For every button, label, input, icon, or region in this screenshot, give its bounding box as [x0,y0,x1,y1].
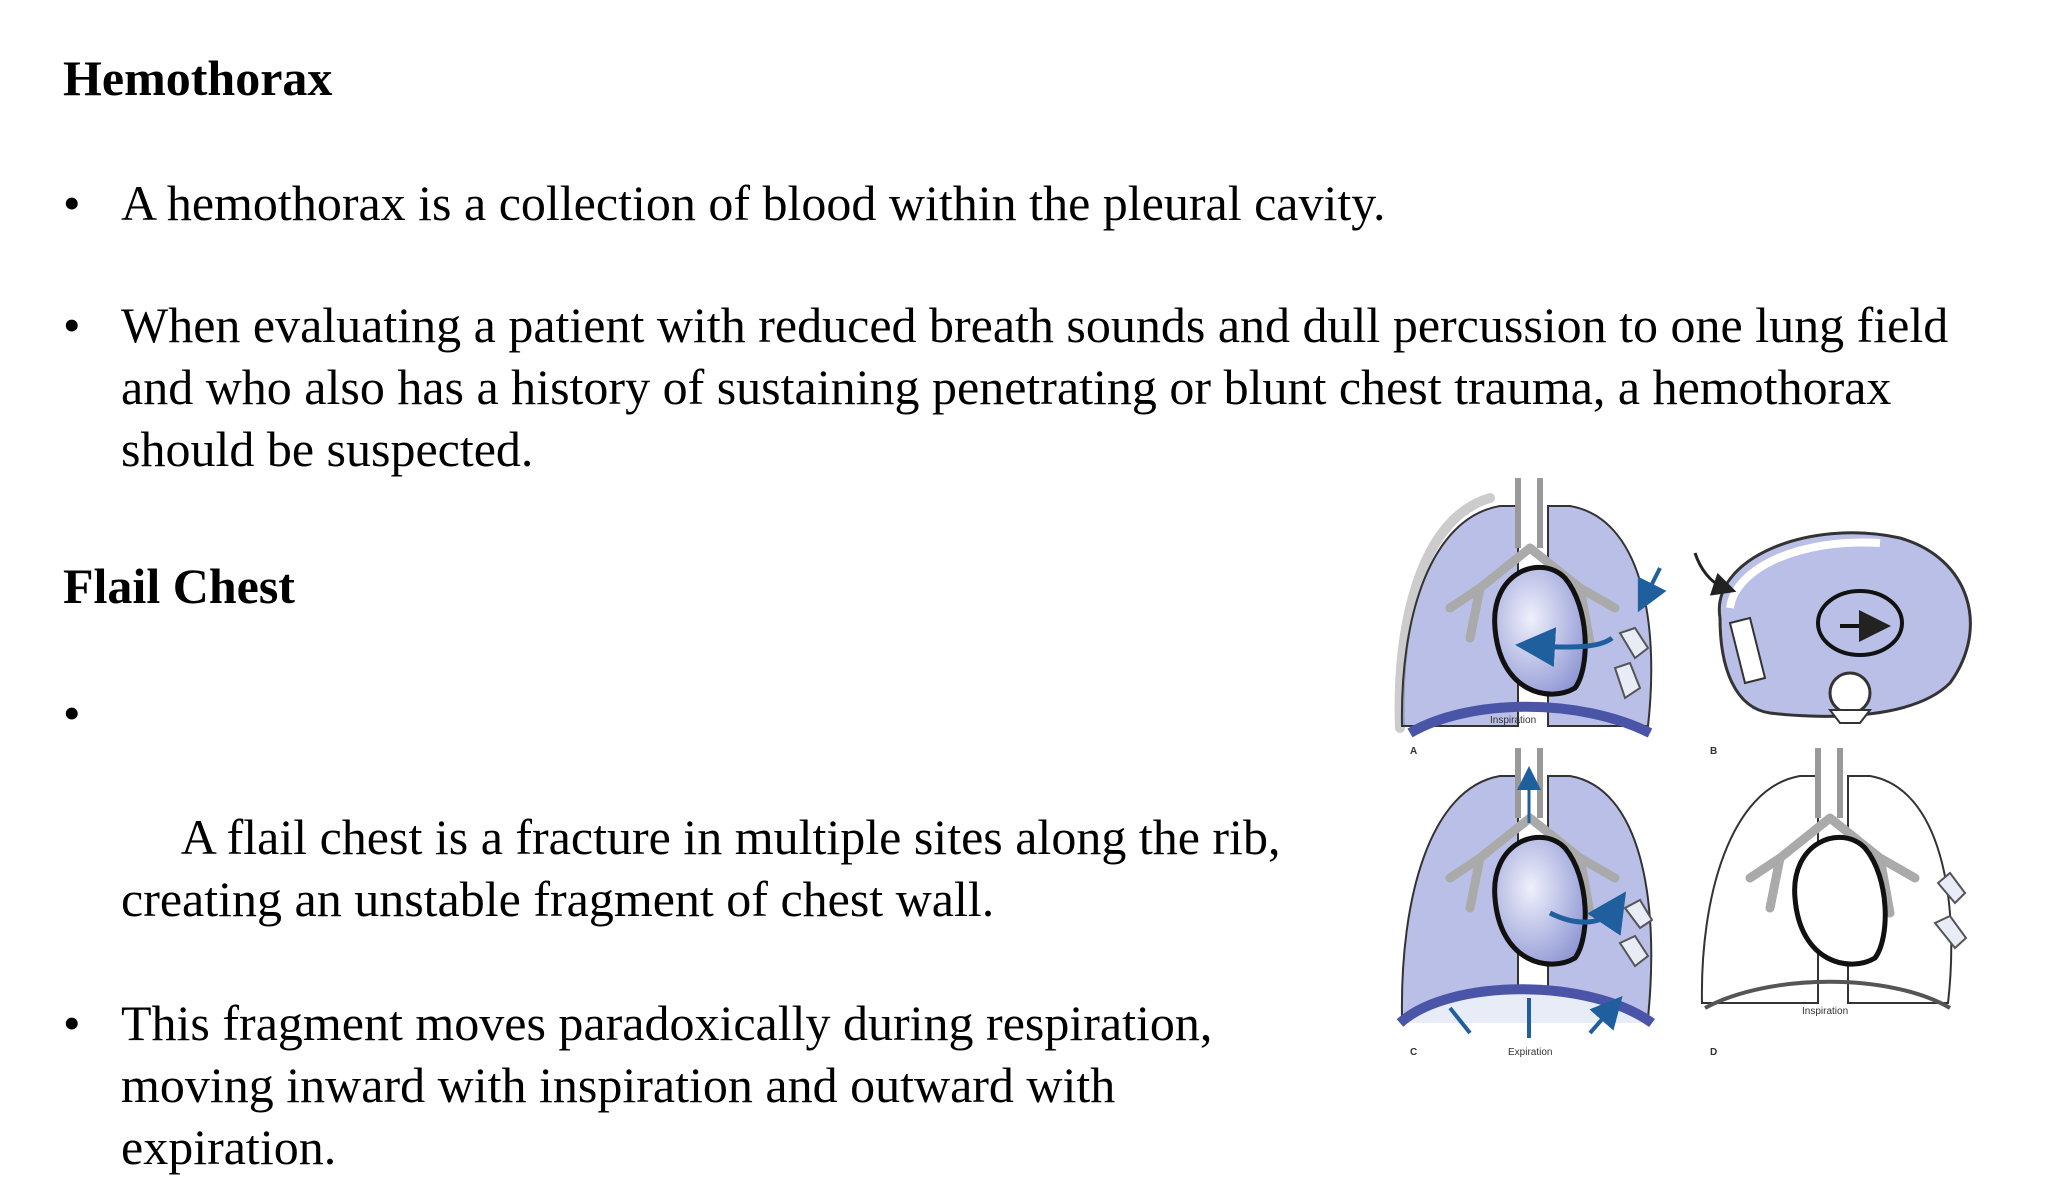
section-heading-flail-chest: Flail Chest [63,558,295,614]
panel-b-cross-section [1695,533,1970,757]
panel-d-caption: Inspiration [1802,1006,1849,1017]
panel-d-chest-inspiration [1702,748,1966,1058]
panel-d-letter: D [1710,1047,1718,1058]
panel-c-chest-expiration [1400,748,1652,1058]
panel-b-letter: B [1710,746,1718,757]
hemothorax-bullet-list [63,172,1963,480]
panel-a-caption: Inspiration [1490,715,1537,726]
flail-chest-illustration [1390,478,1988,1058]
bullet-item [63,294,1961,480]
bullet-text: A hemothorax is a collection of blood within the pleural cavity. [121,175,1386,231]
panel-c-caption: Expiration [1508,1047,1553,1058]
bullet-item [63,172,1963,234]
bullet-text: When evaluating a patient with reduced breath sounds and dull percussion to one lung field and who also has a history of sustaining penetrating or blunt chest trauma, a hemothorax should be suspected. [121,297,1949,477]
bullet-text: A flail chest is a fracture in multiple sites along the rib, creating an unstable fragment of chest wall. [121,809,1293,927]
panel-a-chest-inspiration [1400,478,1660,757]
bullet-text: This fragment moves paradoxically during respiration, moving inward with inspiration and outward with expiration. [121,995,1213,1175]
bullet-dot: • [63,297,81,353]
bullet-dot: • [63,685,81,741]
flail-chest-bullet-list [63,682,1293,1178]
panel-c-letter: C [1410,1047,1418,1058]
bullet-item [63,992,1293,1178]
section-heading-hemothorax: Hemothorax [63,50,333,106]
bullet-item [63,682,1293,992]
bullet-dot: • [63,175,81,231]
panel-a-letter: A [1410,746,1418,757]
bullet-dot: • [63,995,81,1051]
